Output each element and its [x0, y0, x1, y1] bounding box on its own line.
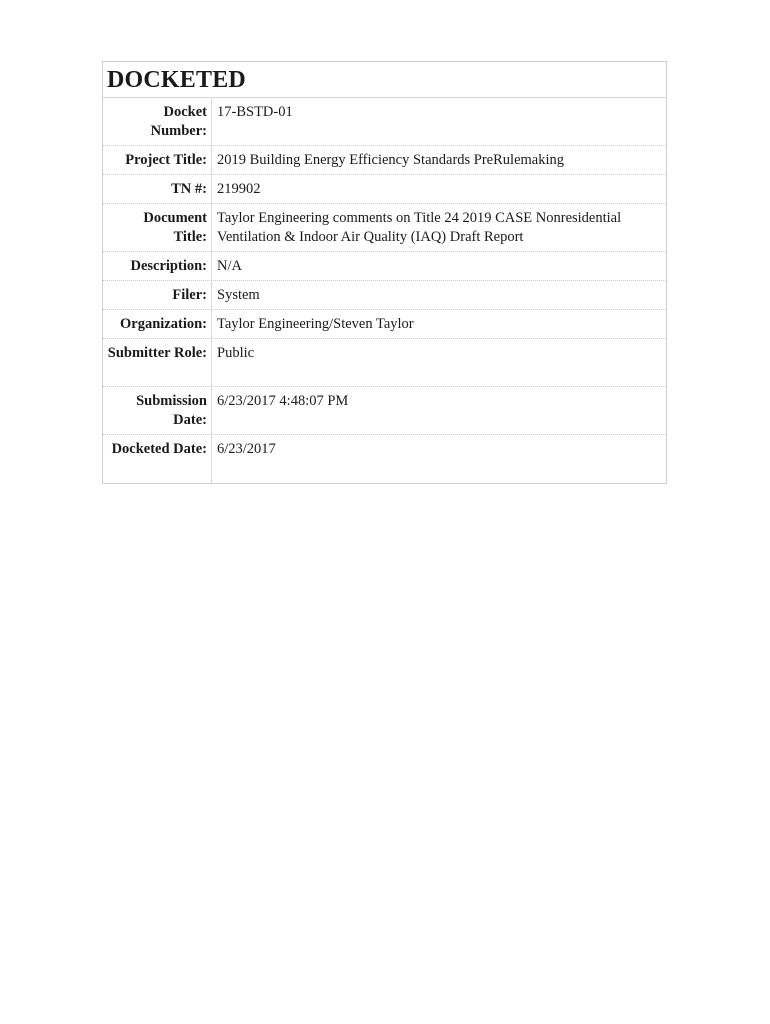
filer-label: Filer:	[103, 281, 212, 309]
docketed-date-value: 6/23/2017	[217, 441, 276, 457]
table-row-description	[103, 252, 666, 281]
docket-table	[102, 61, 667, 484]
submitter-role-value: Public	[217, 345, 255, 361]
filer-value: System	[217, 287, 260, 303]
table-row-organization	[103, 310, 666, 339]
organization-label: Organization:	[103, 310, 212, 338]
docketed-heading: DOCKETED	[107, 67, 246, 93]
docket-number-label: Docket Number:	[103, 98, 212, 145]
project-title-label: Project Title:	[103, 146, 212, 174]
submission-date-value: 6/23/2017 4:48:07 PM	[217, 393, 349, 409]
table-row-project-title	[103, 146, 666, 175]
description-label: Description:	[103, 252, 212, 280]
docket-number-value: 17-BSTD-01	[217, 104, 293, 120]
table-row-docket-number	[103, 98, 666, 146]
document-title-label: Document Title:	[103, 204, 212, 251]
organization-value: Taylor Engineering/Steven Taylor	[217, 316, 414, 332]
description-value: N/A	[217, 258, 242, 274]
docketed-date-label: Docketed Date:	[103, 435, 212, 483]
table-row-docketed-date	[103, 435, 666, 483]
table-row-submission-date	[103, 387, 666, 435]
project-title-value: 2019 Building Energy Efficiency Standards PreRulemaking	[217, 152, 565, 168]
submission-date-label: Submission Date:	[103, 387, 212, 434]
submitter-role-label: Submitter Role:	[103, 339, 212, 386]
table-row-tn	[103, 175, 666, 204]
tn-label: TN #:	[103, 175, 212, 203]
tn-value: 219902	[217, 181, 261, 197]
table-row-submitter-role	[103, 339, 666, 387]
docket-header	[103, 62, 666, 98]
table-row-document-title	[103, 204, 666, 252]
table-row-filer	[103, 281, 666, 310]
document-title-value: Taylor Engineering comments on Title 24 2019 CASE Nonresidential Ventilation & Indoor Air Quality (IAQ) Draft Report	[217, 210, 622, 245]
